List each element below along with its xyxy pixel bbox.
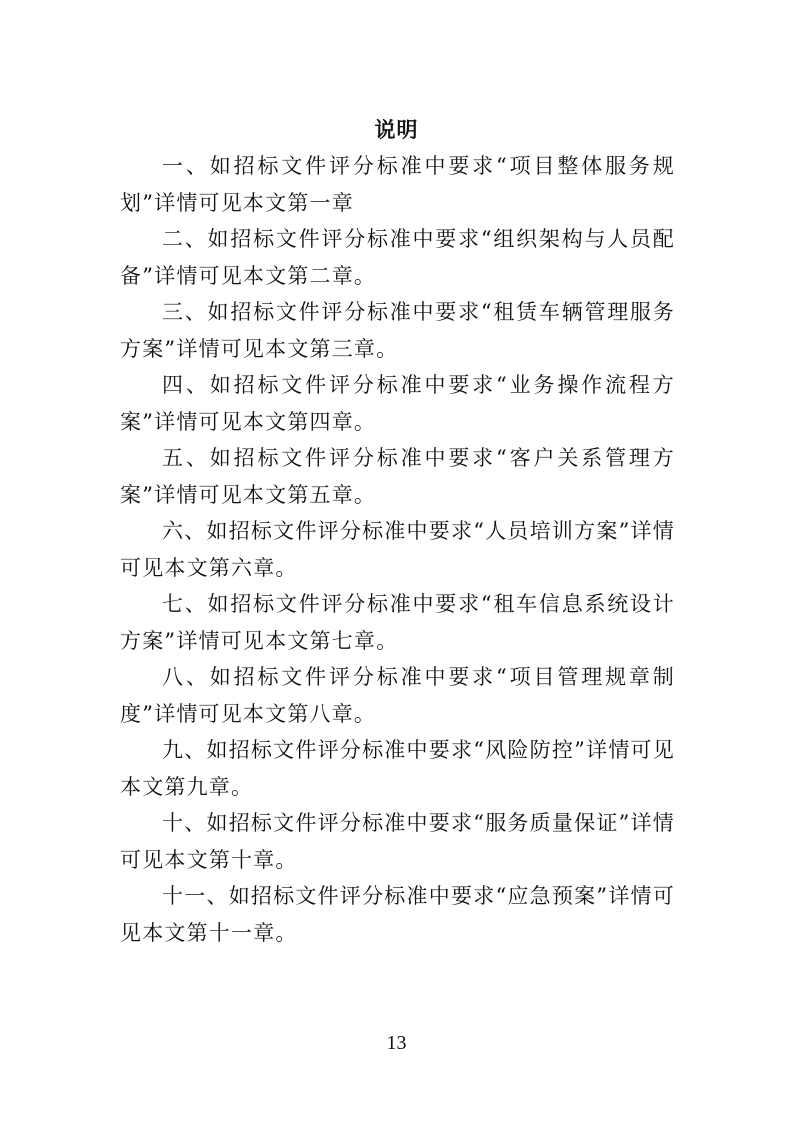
- paragraph-2: 二、如招标文件评分标准中要求“组织架构与人员配备”详情可见本文第二章。: [120, 227, 675, 288]
- paragraph-7: 七、如招标文件评分标准中要求“租车信息系统设计方案”详情可见本文第七章。: [120, 592, 675, 653]
- paragraph-6: 六、如招标文件评分标准中要求“人员培训方案”详情可见本文第六章。: [120, 519, 675, 580]
- document-body: [120, 148, 675, 951]
- page-title: 说明: [374, 117, 419, 142]
- page-number: 13: [386, 1032, 407, 1054]
- paragraph-11: 十一、如招标文件评分标准中要求“应急预案”详情可见本文第十一章。: [120, 884, 675, 945]
- paragraph-1: 一、如招标文件评分标准中要求“项目整体服务规划”详情可见本文第一章: [120, 154, 675, 215]
- paragraph-8: 八、如招标文件评分标准中要求“项目管理规章制度”详情可见本文第八章。: [120, 665, 675, 726]
- paragraph-5: 五、如招标文件评分标准中要求“客户关系管理方案”详情可见本文第五章。: [120, 446, 675, 507]
- paragraph-9: 九、如招标文件评分标准中要求“风险防控”详情可见本文第九章。: [120, 738, 675, 799]
- paragraph-3: 三、如招标文件评分标准中要求“租赁车辆管理服务方案”详情可见本文第三章。: [120, 300, 675, 361]
- paragraph-4: 四、如招标文件评分标准中要求“业务操作流程方案”详情可见本文第四章。: [120, 373, 675, 434]
- paragraph-10: 十、如招标文件评分标准中要求“服务质量保证”详情可见本文第十章。: [120, 811, 675, 872]
